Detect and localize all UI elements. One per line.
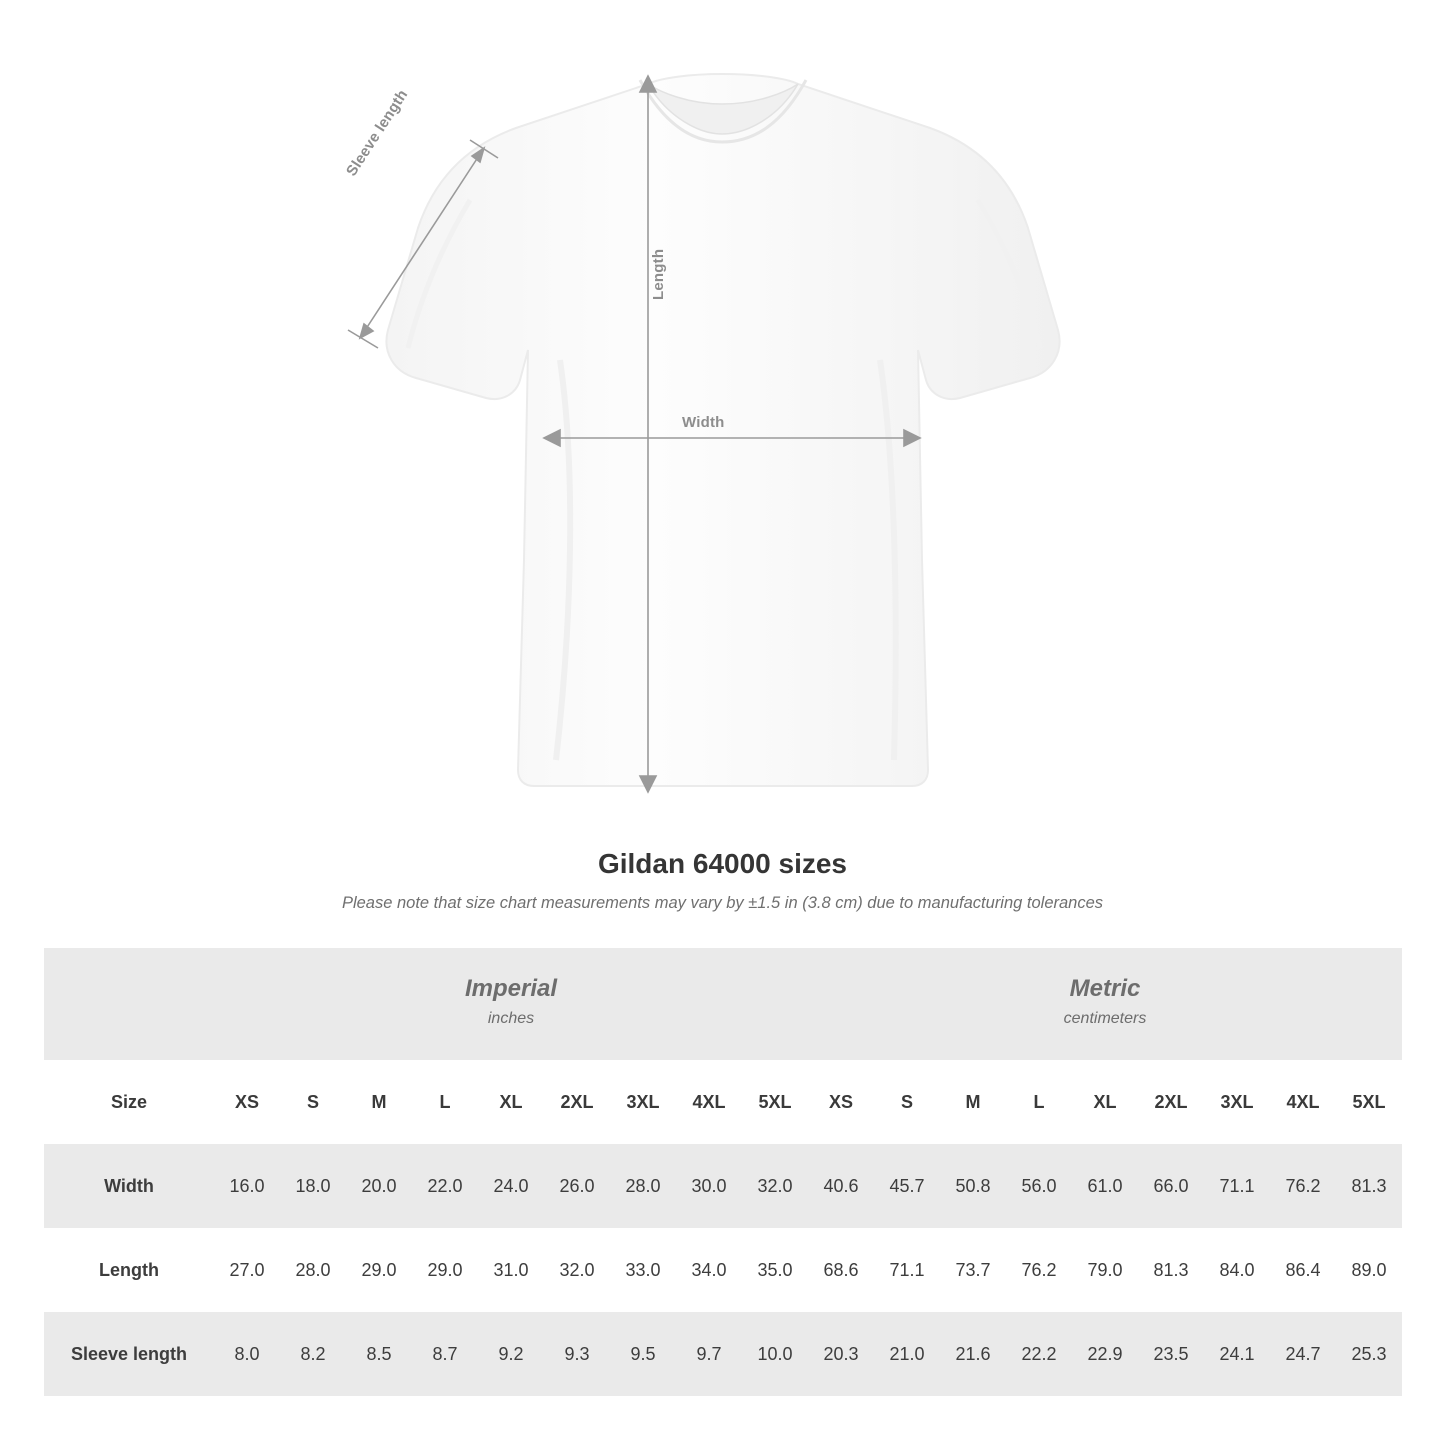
sleeve-metric-xl: 22.9 xyxy=(1072,1312,1138,1396)
length-imperial-xs: 27.0 xyxy=(214,1228,280,1312)
width-imperial-l: 22.0 xyxy=(412,1144,478,1228)
sleeve-imperial-3xl: 9.5 xyxy=(610,1312,676,1396)
row-header-length: Length xyxy=(44,1228,214,1312)
size-col-metric-5xl: 5XL xyxy=(1336,1060,1402,1144)
unit-imperial xyxy=(214,948,808,1060)
unit-imperial-name: Imperial xyxy=(464,974,558,1002)
size-col-imperial-xs: XS xyxy=(214,1060,280,1144)
size-col-imperial-4xl: 4XL xyxy=(676,1060,742,1144)
length-metric-2xl: 81.3 xyxy=(1138,1228,1204,1312)
width-metric-s: 45.7 xyxy=(874,1144,940,1228)
size-table-container xyxy=(44,948,1402,1396)
size-col-metric-m: M xyxy=(940,1060,1006,1144)
length-imperial-4xl: 34.0 xyxy=(676,1228,742,1312)
size-col-metric-xs: XS xyxy=(808,1060,874,1144)
size-col-metric-xl: XL xyxy=(1072,1060,1138,1144)
length-metric-4xl: 86.4 xyxy=(1270,1228,1336,1312)
size-col-imperial-5xl: 5XL xyxy=(742,1060,808,1144)
row-header-sleeve-length: Sleeve length xyxy=(44,1312,214,1396)
size-col-imperial-2xl: 2XL xyxy=(544,1060,610,1144)
width-imperial-4xl: 30.0 xyxy=(676,1144,742,1228)
tolerance-note: Please note that size chart measurements may vary by ±1.5 in (3.8 cm) due to manufacturing tolerances xyxy=(341,894,1104,912)
sleeve-imperial-l: 8.7 xyxy=(412,1312,478,1396)
sleeve-imperial-5xl: 10.0 xyxy=(742,1312,808,1396)
length-imperial-l: 29.0 xyxy=(412,1228,478,1312)
width-imperial-3xl: 28.0 xyxy=(610,1144,676,1228)
sleeve-metric-l: 22.2 xyxy=(1006,1312,1072,1396)
size-col-metric-s: S xyxy=(874,1060,940,1144)
length-imperial-xl: 31.0 xyxy=(478,1228,544,1312)
width-imperial-xs: 16.0 xyxy=(214,1144,280,1228)
length-metric-m: 73.7 xyxy=(940,1228,1006,1312)
size-col-imperial-m: M xyxy=(346,1060,412,1144)
width-metric-l: 56.0 xyxy=(1006,1144,1072,1228)
sleeve-imperial-4xl: 9.7 xyxy=(676,1312,742,1396)
width-metric-2xl: 66.0 xyxy=(1138,1144,1204,1228)
size-col-metric-4xl: 4XL xyxy=(1270,1060,1336,1144)
sleeve-metric-m: 21.6 xyxy=(940,1312,1006,1396)
length-imperial-5xl: 35.0 xyxy=(742,1228,808,1312)
sleeve-imperial-xs: 8.0 xyxy=(214,1312,280,1396)
length-metric-3xl: 84.0 xyxy=(1204,1228,1270,1312)
width-metric-m: 50.8 xyxy=(940,1144,1006,1228)
length-imperial-2xl: 32.0 xyxy=(544,1228,610,1312)
sleeve-metric-2xl: 23.5 xyxy=(1138,1312,1204,1396)
table-row xyxy=(44,1144,1402,1228)
sleeve-imperial-s: 8.2 xyxy=(280,1312,346,1396)
width-imperial-s: 18.0 xyxy=(280,1144,346,1228)
width-metric-xs: 40.6 xyxy=(808,1144,874,1228)
width-imperial-5xl: 32.0 xyxy=(742,1144,808,1228)
length-metric-l: 76.2 xyxy=(1006,1228,1072,1312)
size-col-imperial-xl: XL xyxy=(478,1060,544,1144)
sleeve-imperial-m: 8.5 xyxy=(346,1312,412,1396)
width-metric-4xl: 76.2 xyxy=(1270,1144,1336,1228)
length-imperial-m: 29.0 xyxy=(346,1228,412,1312)
unit-header-spacer xyxy=(44,948,214,1060)
unit-metric xyxy=(808,948,1402,1060)
length-dimension-label: Length xyxy=(650,248,667,300)
width-dimension-label: Width xyxy=(682,414,725,431)
length-imperial-s: 28.0 xyxy=(280,1228,346,1312)
sleeve-imperial-2xl: 9.3 xyxy=(544,1312,610,1396)
table-row xyxy=(44,1312,1402,1396)
row-header-width: Width xyxy=(44,1144,214,1228)
sleeve-metric-3xl: 24.1 xyxy=(1204,1312,1270,1396)
length-metric-s: 71.1 xyxy=(874,1228,940,1312)
unit-header-row xyxy=(44,948,1402,1060)
unit-imperial-sub: inches xyxy=(487,1009,535,1027)
width-imperial-m: 20.0 xyxy=(346,1144,412,1228)
size-col-imperial-s: S xyxy=(280,1060,346,1144)
title-block xyxy=(0,848,1445,913)
sleeve-imperial-xl: 9.2 xyxy=(478,1312,544,1396)
unit-metric-sub: centimeters xyxy=(1063,1009,1147,1027)
length-metric-xs: 68.6 xyxy=(808,1228,874,1312)
size-labels-row xyxy=(44,1060,1402,1144)
size-row-header: Size xyxy=(44,1060,214,1144)
size-col-imperial-l: L xyxy=(412,1060,478,1144)
size-col-metric-l: L xyxy=(1006,1060,1072,1144)
length-imperial-3xl: 33.0 xyxy=(610,1228,676,1312)
size-col-imperial-3xl: 3XL xyxy=(610,1060,676,1144)
width-imperial-2xl: 26.0 xyxy=(544,1144,610,1228)
size-table xyxy=(44,948,1402,1396)
width-metric-xl: 61.0 xyxy=(1072,1144,1138,1228)
unit-metric-name: Metric xyxy=(1069,974,1141,1002)
size-col-metric-2xl: 2XL xyxy=(1138,1060,1204,1144)
page-title: Gildan 64000 sizes xyxy=(597,848,848,879)
sleeve-metric-xs: 20.3 xyxy=(808,1312,874,1396)
sleeve-metric-5xl: 25.3 xyxy=(1336,1312,1402,1396)
size-col-metric-3xl: 3XL xyxy=(1204,1060,1270,1144)
length-metric-xl: 79.0 xyxy=(1072,1228,1138,1312)
width-metric-3xl: 71.1 xyxy=(1204,1144,1270,1228)
sleeve-metric-s: 21.0 xyxy=(874,1312,940,1396)
length-metric-5xl: 89.0 xyxy=(1336,1228,1402,1312)
table-row xyxy=(44,1228,1402,1312)
width-imperial-xl: 24.0 xyxy=(478,1144,544,1228)
sleeve-length-dimension-label: Sleeve length xyxy=(343,86,412,180)
width-metric-5xl: 81.3 xyxy=(1336,1144,1402,1228)
sleeve-metric-4xl: 24.7 xyxy=(1270,1312,1336,1396)
